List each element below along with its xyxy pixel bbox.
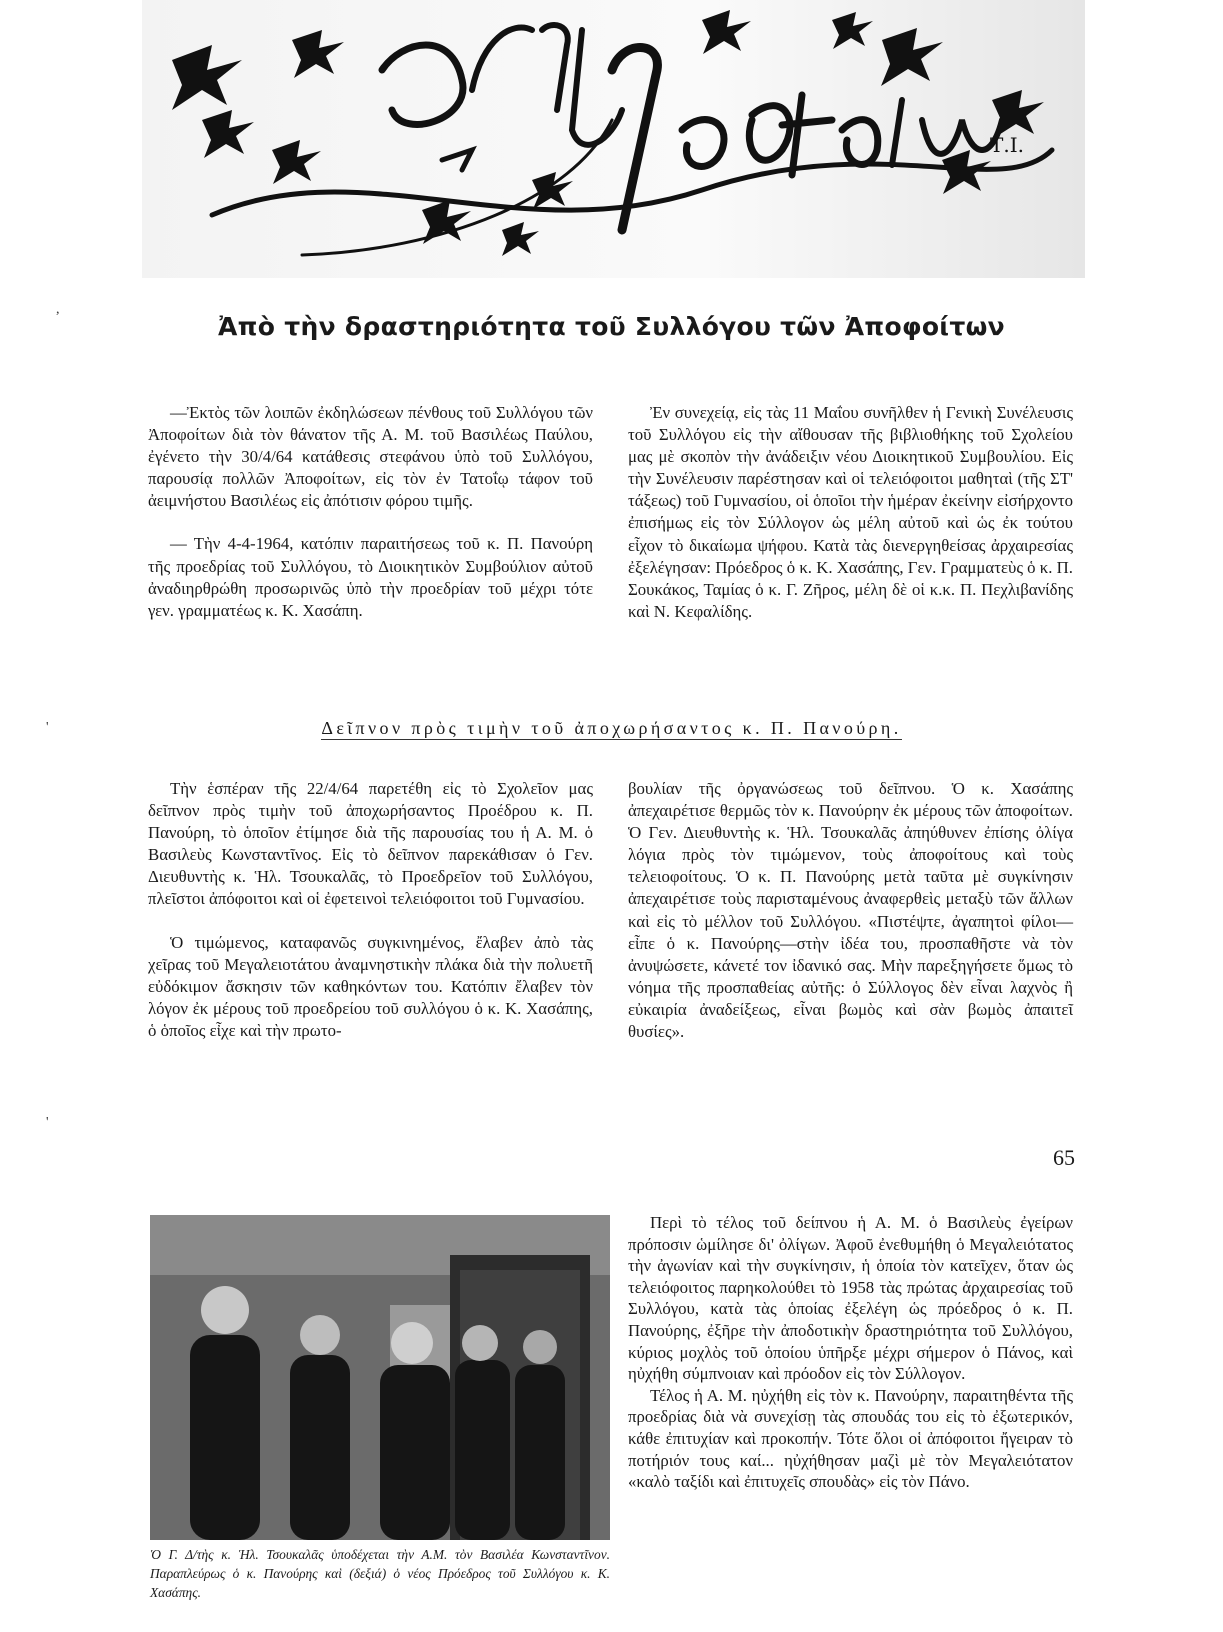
paragraph: Ἐν συνεχείᾳ, εἰς τὰς 11 Μαΐου συνῆλθεν ἡ Γενικὴ Συνέλευσις τοῦ Συλλόγου εἰς τὴν αἴθουσαν τῆς βιβλιοθήκης τοῦ Σχολείου μας μὲ σκοπὸν τὴν ἀνάδειξιν νέου Διοικητικοῦ Συμβουλίου. Εἰς τὴν Συνέλευσιν παρέστησαν καὶ οἱ τελειόφοιτοι μαθηταὶ (τῆς ΣΤ' τάξεως) τοῦ Γυμνασίου, οἱ ὁποῖοι τὴν ἡμέραν ἐκείνην εἰσήρχοντο ἐπισήμως εἰς τὸν Σύλλογον ὡς μέλη αὐτοῦ καὶ ὡς ἐκ τούτου εἶχον τὸ δικαίωμα ψήφου. Κατὰ τὰς διενεργηθείσας ἀρχαιρεσίας ἐξελέγησαν: Πρόεδρος ὁ κ. Κ. Χασάπης, Γεν. Γραμματεὺς ὁ κ. Π. Σουκάκος, Ταμίας ὁ κ. Γ. Ζῆρος, μέλη δὲ οἱ κ.κ. Π. Πεχλιβανίδης καὶ Ν. Κεφαλίδης. — [628, 403, 1073, 621]
banner-signature: Τ.Ι. — [990, 133, 1024, 157]
header-banner — [142, 0, 1085, 278]
paragraph: — Τὴν 4-4-1964, κατόπιν παραιτήσεως τοῦ κ. Π. Πανούρη τῆς προεδρίας τοῦ Συλλόγου, τὸ Διοικητικὸν Συμβούλιον αὐτοῦ ἀναδιηρθρώθη προσωρινῶς ὑπὸ τὴν προεδρίαν τοῦ μέχρι τότε γεν. γραμματέως κ. Κ. Χασάπη. — [148, 534, 593, 620]
article-headline: Ἀπὸ τὴν δραστηριότητα τοῦ Συλλόγου τῶν Ἀποφοίτων — [218, 312, 1005, 341]
banner-artwork — [142, 0, 1085, 278]
section1-right-column — [628, 402, 1073, 623]
section1-left-column — [148, 402, 593, 622]
section3-column — [628, 1212, 1073, 1493]
paragraph: Περὶ τὸ τέλος τοῦ δείπνου ἡ Α. Μ. ὁ Βασιλεὺς ἐγείρων πρόποσιν ὡμίλησε δι' ὀλίγων. Ἀφοῦ ἐνεθυμήθη ὁ Μεγαλειότατος τὴν ἀγωνίαν καὶ τὴν συγκίνησιν, ἡ ὁποία τὸν κατεῖχεν, ὅταν ὡς τελειόφοιτος παρηκολούθει τὸ 1958 τὰς πρώτας ἀρχαιρεσίας τοῦ Συλλόγου, κατὰ τὰς ὁποίας ἐξελέγη ὡς πρόεδρος ὁ κ. Π. Πανούρης, ἐξῆρε τὴν ἀποδοτικὴν δραστηριότητα τοῦ Συλλόγου, κύριος μοχλὸς τοῦ ὁποίου ὑπῆρξε μέχρι σήμερον ὁ Πάνος, καὶ ηὐχήθη σύμπνοιαν καὶ πρόοδον εἰς τὸν Σύλλογον. — [628, 1213, 1073, 1384]
margin-mark: ' — [46, 1115, 49, 1130]
dinner-subheading-text: Δεῖπνον πρὸς τιμὴν τοῦ ἀποχωρήσαντος κ. Π. Πανούρη. — [321, 718, 902, 738]
margin-mark: , — [56, 302, 60, 317]
dinner-subheading — [0, 718, 1223, 739]
page-number: 65 — [1053, 1145, 1075, 1170]
section2-left-column — [148, 778, 593, 1042]
paragraph: —Ἐκτὸς τῶν λοιπῶν ἐκδηλώσεων πένθους τοῦ Συλλόγου τῶν Ἀποφοίτων διὰ τὸν θάνατον τῆς Α. Μ. τοῦ Βασιλέως Παύλου, ἐγένετο τὴν 30/4/64 κατάθεσις στεφάνου ὑπὸ τοῦ Συλλόγου, παρουσίᾳ πολλῶν Ἀποφοίτων, εἰς τὸν ἐν Τατοΐῳ τάφον τοῦ ἀειμνήστου Βασιλέως εἰς ἀπότισιν φόρου τιμῆς. — [148, 403, 593, 511]
paragraph: βουλίαν τῆς ὀργανώσεως τοῦ δεῖπνου. Ὁ κ. Χασάπης ἀπεχαιρέτισε θερμῶς τὸν κ. Πανούρην ἐκ μέρους τῶν ἀποφοίτων. Ὁ Γεν. Διευθυντὴς κ. Ἡλ. Τσουκαλᾶς ἀπηύθυνεν ἐπίσης ὀλίγα λόγια πρὸς τὸν τιμώμενον, τοὺς ἀποφοίτους καὶ τοὺς τελειοφοίτους. Ὁ κ. Π. Πανούρης μετὰ ταῦτα μὲ συγκίνησιν ἀπεχαιρέτισε τοὺς παρισταμένους ἀναφερθεὶς μεταξὺ τῶν ἄλλων καὶ εἰς τὸ μέλλον τοῦ Συλλόγου. «Πιστέψτε, ἀγαπητοὶ φίλοι— εἶπε ὁ κ. Πανούρης—στὴν ἰδέα του, προσπαθῆστε νὰ τὸν ἀνυψώσετε, κάνετέ τον ἰδανικό σας. Μὴν παρεξηγήσετε ὅμως τὸ νόημα τῆς προσπαθείας αὐτῆς: ὁ Σύλλογος δὲν εἶναι λαχνὸς ἢ εὐκαιρία ἀναδείξεως, εἶναι βωμὸς καὶ σὰν βωμὸς ἀπαιτεῖ θυσίες». — [628, 779, 1073, 1042]
paragraph: Ὁ τιμώμενος, καταφανῶς συγκινημένος, ἔλαβεν ἀπὸ τὰς χεῖρας τοῦ Μεγαλειοτάτου ἀναμνηστικὴν πλάκα διὰ τὴν πολυετῆ εὐδόκιμον ἄσκησιν τῶν καθηκόντων του. Κατόπιν ἔλαβεν τὸν λόγον ἐκ μέρους τοῦ προεδρείου τοῦ συλλόγου ὁ κ. Κ. Χασάπης, ὁ ὁποῖος εἶχε καὶ τὴν πρωτο- — [148, 932, 593, 1040]
section2-right-column — [628, 778, 1073, 1043]
photo-caption: Ὁ Γ. Δ/τὴς κ. Ἡλ. Τσουκαλᾶς ὑποδέχεται τὴν Α.Μ. τὸν Βασιλέα Κωνσταντῖνον. Παραπλεύρως ὁ κ. Πανούρης καὶ (δεξιά) ὁ νέος Πρόεδρος τοῦ Συλλόγου κ. Κ. Χασάπης. — [150, 1547, 610, 1600]
paragraph: Τέλος ἡ Α. Μ. ηὐχήθη εἰς τὸν κ. Πανούρην, παραιτηθέντα τῆς προεδρίας διὰ νὰ συνεχίσῃ τὰς σπουδάς του εἰς τὸ ἐξωτερικόν, κάθε ἐπιτυχίαν καὶ προκοπήν. Τότε ὅλοι οἱ ἀπόφοιτοι ἤγειραν τὸ ποτήριόν τους καί... ηὐχήθησαν μαζὶ μὲ τὸν Μεγαλειότατον «καλὸ ταξίδι καὶ ἐπιτυχεῖς σπουδὰς» εἰς τὸν Πάνο. — [628, 1385, 1073, 1492]
paragraph: Τὴν ἑσπέραν τῆς 22/4/64 παρετέθη εἰς τὸ Σχολεῖον μας δεῖπνον πρὸς τιμὴν τοῦ ἀποχωρήσαντος Προέδρου κ. Π. Πανούρη, τὸ ὁποῖον ἐτίμησε διὰ τῆς παρουσίας του ἡ Α. Μ. ὁ Βασιλεὺς Κωνσταντῖνος. Εἰς τὸ δεῖπνον παρεκάθισαν ὁ Γεν. Διευθυντὴς κ. Ἡλ. Τσουκαλᾶς, τὸ Προεδρεῖον τοῦ Συλλόγου, πλεῖστοι ἀπόφοιτοι καὶ οἱ ἐφετεινοὶ τελειόφοιτοι τοῦ Γυμνασίου. — [148, 779, 593, 909]
event-photo — [150, 1215, 610, 1540]
margin-mark: ' — [46, 720, 49, 735]
